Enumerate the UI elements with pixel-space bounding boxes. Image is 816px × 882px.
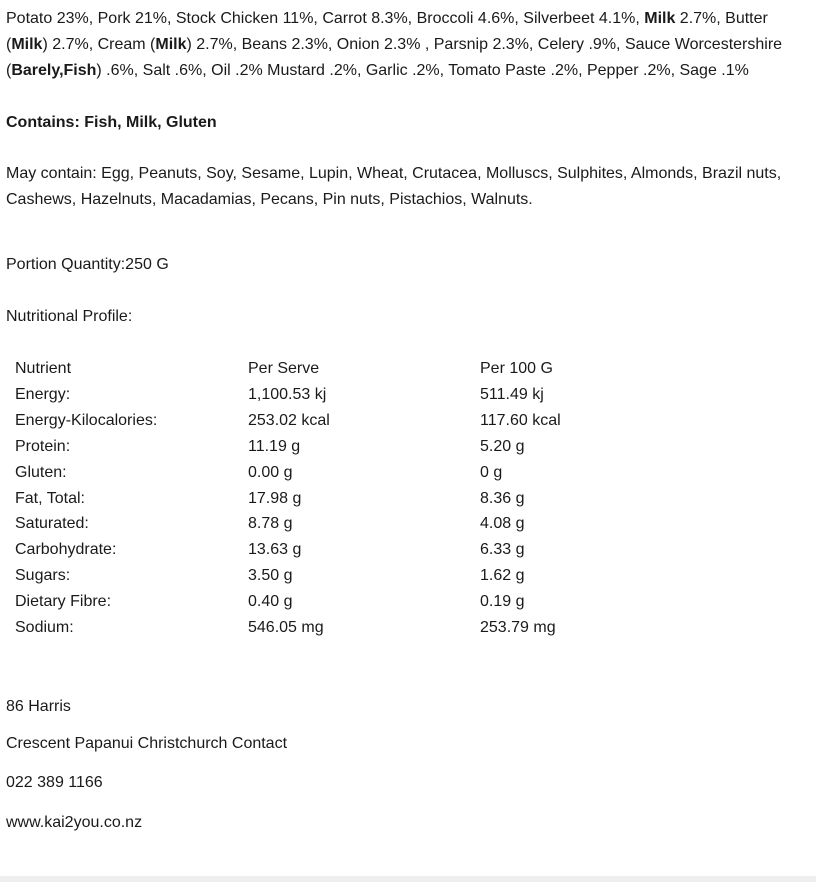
nutrition-row <box>15 434 680 460</box>
ingredient-text: ) 2.7%, Beans 2.3%, Onion 2.3% , Parsnip 2.3%, Celery .9%, Sauce Worcestershire ( <box>6 36 783 79</box>
nutrition-row <box>15 460 680 486</box>
nutrient-name: Energy-Kilocalories: <box>15 411 158 429</box>
per-serve-value: 253.02 kcal <box>248 411 330 429</box>
nutrition-row <box>15 563 680 589</box>
ingredient-text: 2.7%, Butter ( <box>6 10 768 53</box>
per-serve-value: 13.63 g <box>248 541 302 559</box>
allergen-highlight: Milk <box>155 36 187 53</box>
per-100g-value: 1.62 g <box>480 567 525 585</box>
ingredient-text: ) .6%, Salt .6%, Oil .2% Mustard .2%, Garlic .2%, Tomato Paste .2%, Pepper .2%, Sage .1% <box>96 62 749 79</box>
header-per-100g: Per 100 G <box>480 360 553 377</box>
website-link[interactable]: www.kai2you.co.nz <box>6 813 143 831</box>
header-per-serve: Per Serve <box>248 360 320 377</box>
phone-number: 022 389 1166 <box>6 773 103 791</box>
ingredients-list <box>6 6 812 84</box>
per-100g-value: 8.36 g <box>480 489 525 507</box>
allergen-highlight: Milk <box>11 36 43 53</box>
nutrition-row <box>15 589 680 615</box>
allergen-highlight: Barely,Fish <box>11 62 97 79</box>
per-100g-value: 511.49 kj <box>480 385 544 403</box>
per-serve-value: 1,100.53 kj <box>248 385 327 403</box>
per-100g-value: 0 g <box>480 463 503 481</box>
nutrient-name: Sugars: <box>15 567 71 585</box>
per-100g-value: 6.33 g <box>480 541 525 559</box>
nutrition-row <box>15 615 680 641</box>
nutrition-row <box>15 408 680 434</box>
nutrient-name: Gluten: <box>15 463 67 481</box>
per-100g-value: 4.08 g <box>480 515 525 533</box>
per-100g-value: 5.20 g <box>480 437 525 455</box>
nutrient-name: Carbohydrate: <box>15 541 117 559</box>
allergen-highlight: Milk <box>644 10 676 27</box>
bottom-divider <box>0 876 816 882</box>
nutrient-name: Sodium: <box>15 619 74 637</box>
per-100g-value: 253.79 mg <box>480 619 556 637</box>
ingredient-text: Potato 23%, Pork 21%, Stock Chicken 11%, Carrot 8.3%, Broccoli 4.6%, Silverbeet 4.1%, <box>6 10 645 27</box>
ingredient-text: ) 2.7%, Cream ( <box>42 36 156 53</box>
nutrition-header-row <box>15 356 680 382</box>
per-serve-value: 3.50 g <box>248 567 293 585</box>
address-line-2: Crescent Papanui Christchurch Contact <box>6 734 288 752</box>
contains-allergens: Contains: Fish, Milk, Gluten <box>6 114 217 131</box>
nutrition-row <box>15 382 680 408</box>
per-100g-value: 117.60 kcal <box>480 411 561 429</box>
nutritional-profile-label: Nutritional Profile: <box>6 308 133 325</box>
product-details <box>6 6 812 836</box>
portion-quantity: Portion Quantity:250 G <box>6 256 169 273</box>
per-serve-value: 11.19 g <box>248 437 301 455</box>
nutrition-row <box>15 486 680 512</box>
per-serve-value: 17.98 g <box>248 489 302 507</box>
address-line-1: 86 Harris <box>6 697 71 715</box>
nutrition-table <box>15 356 680 641</box>
nutrient-name: Saturated: <box>15 515 89 533</box>
nutrition-row <box>15 511 680 537</box>
per-100g-value: 0.19 g <box>480 593 525 611</box>
may-contain-allergens: May contain: Egg, Peanuts, Soy, Sesame, Lupin, Wheat, Crutacea, Molluscs, Sulphites, Almonds, Brazil nuts, Cashews, Hazelnuts, Macadamias, Pecans, Pin nuts, Pistachios, Walnuts. <box>6 165 782 208</box>
per-serve-value: 8.78 g <box>248 515 293 533</box>
nutrient-name: Energy: <box>15 385 71 403</box>
nutrient-name: Dietary Fibre: <box>15 593 112 611</box>
header-nutrient: Nutrient <box>15 360 72 377</box>
nutrient-name: Fat, Total: <box>15 489 85 507</box>
nutrition-row <box>15 537 680 563</box>
per-serve-value: 0.00 g <box>248 463 293 481</box>
per-serve-value: 0.40 g <box>248 593 293 611</box>
per-serve-value: 546.05 mg <box>248 619 324 637</box>
nutrient-name: Protein: <box>15 437 71 455</box>
